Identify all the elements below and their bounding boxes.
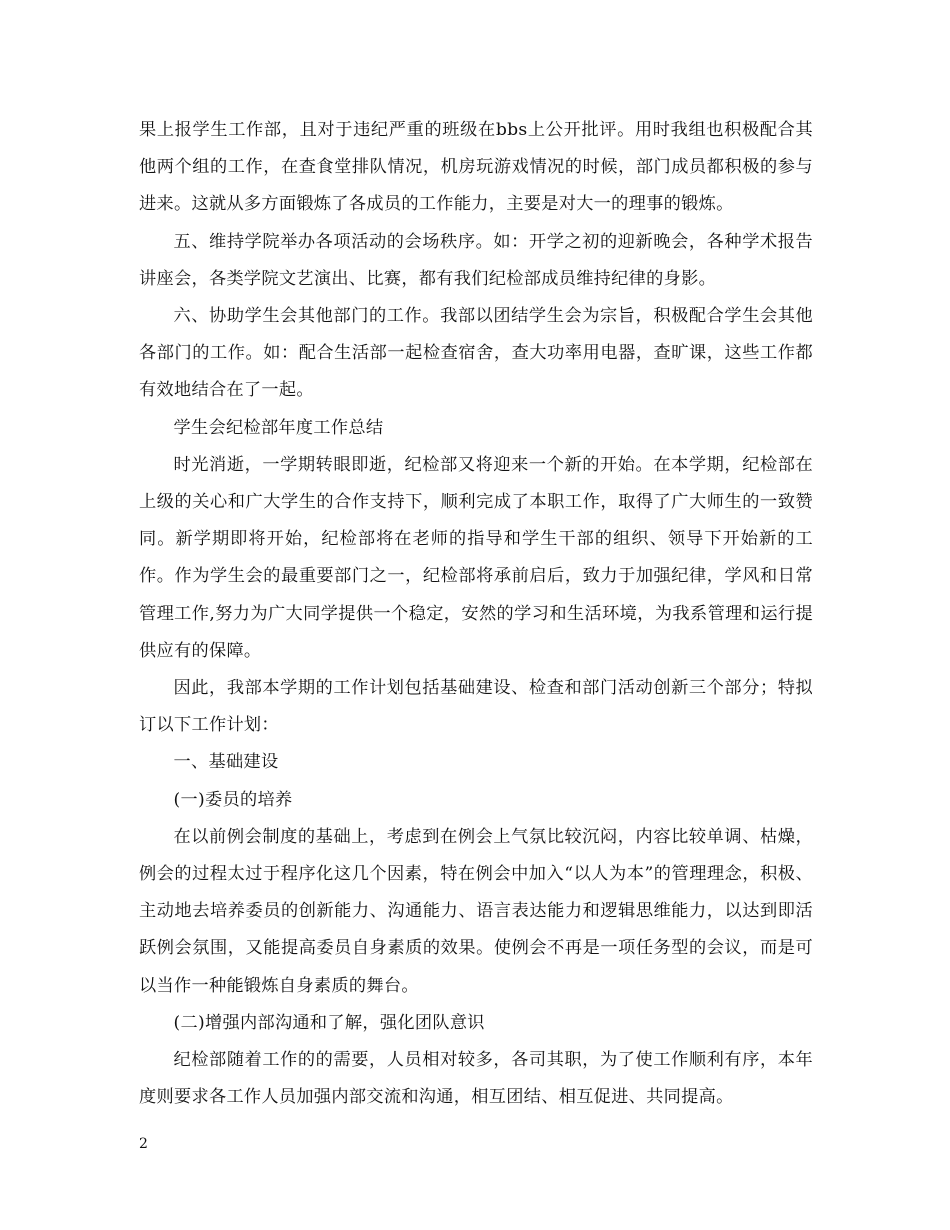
paragraph-1: 果上报学生工作部，且对于违纪严重的班级在bbs上公开批评。用时我组也积极配合其他两个组的工作，在查食堂排队情况，机房玩游戏情况的时候，部门成员都积极的参与进来。这就从多方面锻炼了各成员的工作能力，主要是对大一的理事的锻炼。 bbox=[139, 120, 813, 215]
paragraph-5: 时光消逝，一学期转眼即逝，纪检部又将迎来一个新的开始。在本学期，纪检部在上级的关心和广大学生的合作支持下，顺利完成了本职工作，取得了广大师生的一致赞同。新学期即将开始，纪检部将在老师的指导和学生干部的组织、领导下开始新的工作。作为学生会的最重要部门之一，纪检部将承前启后，致力于加强纪律，学风和日常管理工作,努力为广大同学提供一个稳定，安然的学习和生活环境，为我系管理和运行提供应有的保障。 bbox=[139, 454, 813, 661]
paragraph-11: 纪检部随着工作的的需要，人员相对较多，各司其职，为了使工作顺利有序，本年度则要求各工作人员加强内部交流和沟通，相互团结、相互促进、共同提高。 bbox=[139, 1050, 813, 1108]
paragraph-2: 五、维持学院举办各项活动的会场秩序。如：开学之初的迎新晚会，各种学术报告讲座会，各类学院文艺演出、比赛，都有我们纪检部成员维持纪律的身影。 bbox=[139, 231, 813, 289]
paragraph-6: 因此，我部本学期的工作计划包括基础建设、检查和部门活动创新三个部分；特拟订以下工作计划： bbox=[139, 678, 813, 736]
subheading-internal-communication: (二)增强内部沟通和了解，强化团队意识 bbox=[173, 1012, 485, 1033]
paragraph-9: 在以前例会制度的基础上，考虑到在例会上气氛比较沉闷，内容比较单调、枯燥，例会的过程太过于程序化这几个因素，特在例会中加入“以人为本”的管理理念，积极、主动地去培养委员的创新能力、沟通能力、语言表达能力和逻辑思维能力，以达到即活跃例会氛围，又能提高委员自身素质的效果。使例会不再是一项任务型的会议，而是可以当作一种能锻炼自身素质的舞台。 bbox=[139, 826, 813, 996]
heading-basic-construction: 一、基础建设 bbox=[173, 752, 279, 773]
section-title: 学生会纪检部年度工作总结 bbox=[173, 417, 384, 438]
document-body bbox=[139, 112, 813, 1116]
paragraph-3: 六、协助学生会其他部门的工作。我部以团结学生会为宗旨，积极配合学生会其他各部门的工作。如：配合生活部一起检查宿舍，查大功率用电器，查旷课，这些工作都有效地结合在了一起。 bbox=[139, 306, 813, 401]
subheading-member-training: (一)委员的培养 bbox=[173, 789, 293, 810]
page-number: 2 bbox=[139, 1136, 148, 1152]
